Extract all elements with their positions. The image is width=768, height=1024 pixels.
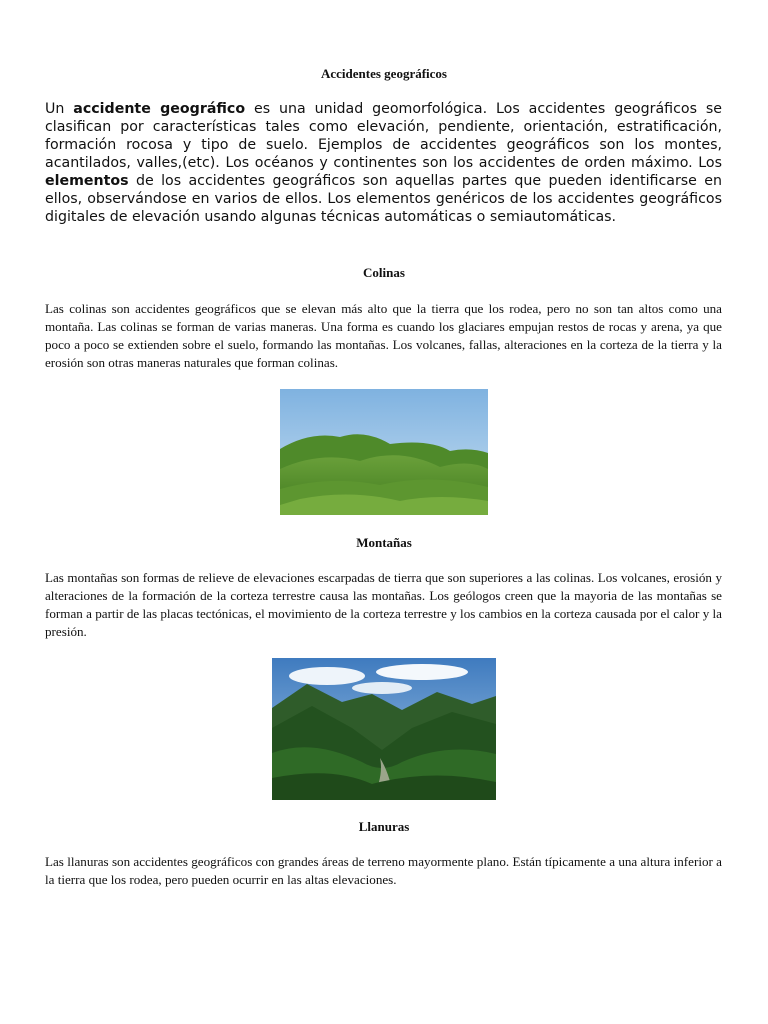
section-text-colinas: Las colinas son accidentes geográficos que se elevan más alto que la tierra que los rodea, pero no son tan altos como una montaña. Las colinas se forman de varias maneras. Una forma es cuando los glaciares empujan restos de rocas y arena, ya que poco a poco se extienden sobre el suelo, formando las montañas. Los volcanes, fallas, alteraciones en la corteza de la tierra y la erosión son otras maneras naturales que forman colinas. [45,301,722,370]
intro-text-1: Un [45,101,74,117]
intro-text-2: es una unidad geomorfológica. Los accidentes geográficos se clasifican por características tales como elevación, pendiente, orientación, estratificación, formación rocosa y tipo de suelo. Ejemplos de accidentes geográficos son los montes, acantilados, valles,(etc). Los océanos y continentes son los accidentes de orden máximo. Los [45,101,722,171]
intro-text-3: de los accidentes geográficos son aquellas partes que pueden identificarse en ellos, observándose en varios de ellos. Los elementos genéricos de los accidentes geográficos digitales de elevación usando algunas técnicas automáticas o semiautomáticas. [45,173,722,225]
intro-paragraph [45,100,722,226]
intro-bold-term-2: elementos [45,173,129,189]
mountains-photo [272,658,496,800]
section-heading-llanuras: Llanuras [358,819,410,834]
section-text-montanas: Las montañas son formas de relieve de elevaciones escarpadas de tierra que son superiores a las colinas. Los volcanes, erosión y alteraciones de la formación de la corteza terrestre causa las montañas. Los geólogos creen que la mayoria de las montañas se forman a partir de las placas tectónicas, el movimiento de la corteza terrestre y los cambios en la corteza causada por el calor y la presión. [45,570,722,639]
hills-photo [280,389,488,515]
section-heading-montanas: Montañas [356,535,412,550]
section-heading-colinas: Colinas [363,265,405,280]
section-text-llanuras: Las llanuras son accidentes geográficos con grandes áreas de terreno mayormente plano. Están típicamente a una altura inferior a la tierra que los rodea, pero pueden ocurrir en las altas elevaciones. [45,854,722,887]
intro-bold-term-1: accidente geográfico [73,101,246,117]
document-title: Accidentes geográficos [321,66,447,81]
